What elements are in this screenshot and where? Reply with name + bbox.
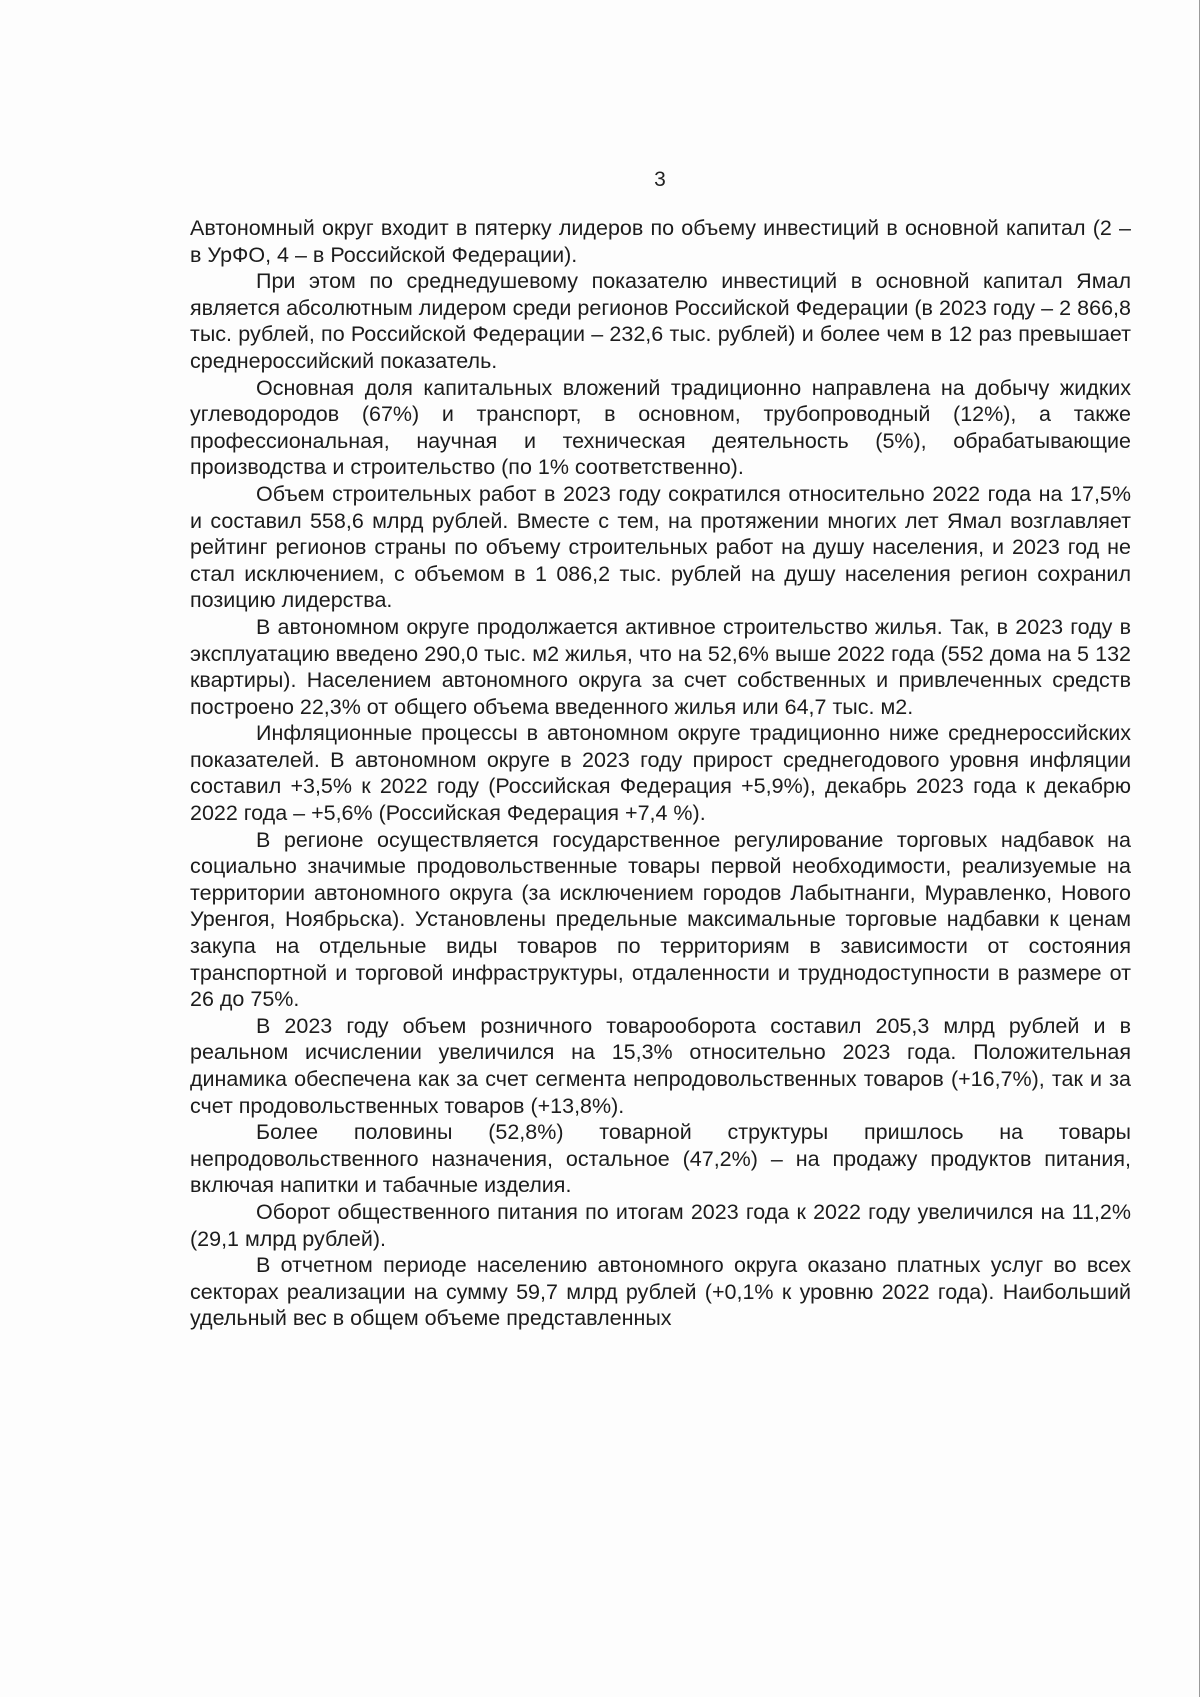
paragraph-investment-ranking: Автономный округ входит в пятерку лидеров по объему инвестиций в основной капитал (2 – в УрФО, 4 – в Российской Федерации). [190,216,1131,267]
paragraph-construction-volume: Объем строительных работ в 2023 году сократился относительно 2022 года на 17,5% и составил 558,6 млрд рублей. Вместе с тем, на протяжении многих лет Ямал возглавляет рейтинг регионов страны по объему строительных работ на душу населения, и 2023 год не стал исключением, с объемом в 1 086,2 тыс. рублей на душу населения регион сохранил позицию лидерства. [190,481,1131,613]
paragraph-inflation: Инфляционные процессы в автономном округе традиционно ниже среднероссийских показателей. В автономном округе в 2023 году прирост среднегодового уровня инфляции составил +3,5% к 2022 году (Российская Федерация +5,9%), декабрь 2023 года к декабрю 2022 года – +5,6% (Российская Федерация +7,4 %). [190,721,1131,826]
paragraph-capital-structure: Основная доля капитальных вложений традиционно направлена на добычу жидких углеводородов (67%) и транспорт, в основном, трубопроводный (12%), а также профессиональная, научная и техническая деятельность (5%), обрабатывающие производства и строительство (по 1% соответственно). [190,375,1131,480]
paragraph-catering: Оборот общественного питания по итогам 2023 года к 2022 году увеличился на 11,2% (29,1 млрд рублей). [190,1199,1131,1251]
paragraph-housing: В автономном округе продолжается активное строительство жилья. Так, в 2023 году в эксплуатацию введено 290,0 тыс. м2 жилья, что на 52,6% выше 2022 года (552 дома на 5 132 квартиры). Населением автономного округа за счет собственных и привлеченных средств построено 22,3% от общего объема введенного жилья или 64,7 тыс. м2. [190,614,1131,719]
page-number: 3 [654,168,666,191]
paragraph-goods-structure: Более половины (52,8%) товарной структуры пришлось на товары непродовольственного назначения, остальное (47,2%) – на продажу продуктов питания, включая напитки и табачные изделия. [190,1120,1131,1198]
paragraph-paid-services: В отчетном периоде населению автономного округа оказано платных услуг во всех секторах реализации на сумму 59,7 млрд рублей (+0,1% к уровню 2022 года). Наибольший удельный вес в общем объеме представленных [190,1253,1131,1331]
paragraph-retail-turnover: В 2023 году объем розничного товарооборота составил 205,3 млрд рублей и в реальном исчислении увеличился на 15,3% относительно 2023 года. Положительная динамика обеспечена как за счет сегмента непродовольственных товаров (+16,7%), так и за счет продовольственных товаров (+13,8%). [190,1013,1131,1118]
document-body [190,215,1131,1332]
paragraph-trade-markups: В регионе осуществляется государственное регулирование торговых надбавок на социально значимые продовольственные товары первой необходимости, реализуемые на территории автономного округа (за исключением городов Лабытнанги, Муравленко, Нового Уренгоя, Ноябрьска). Установлены предельные максимальные торговые надбавки к ценам закупа на отдельные виды товаров по территориям в зависимости от состояния транспортной и торговой инфраструктуры, отдаленности и труднодоступности в размере от 26 до 75%. [190,827,1131,1012]
paragraph-per-capita-investment: При этом по среднедушевому показателю инвестиций в основной капитал Ямал является абсолютным лидером среди регионов Российской Федерации (в 2023 году – 2 866,8 тыс. рублей, по Российской Федерации – 232,6 тыс. рублей) и более чем в 12 раз превышает среднероссийский показатель. [190,269,1131,373]
